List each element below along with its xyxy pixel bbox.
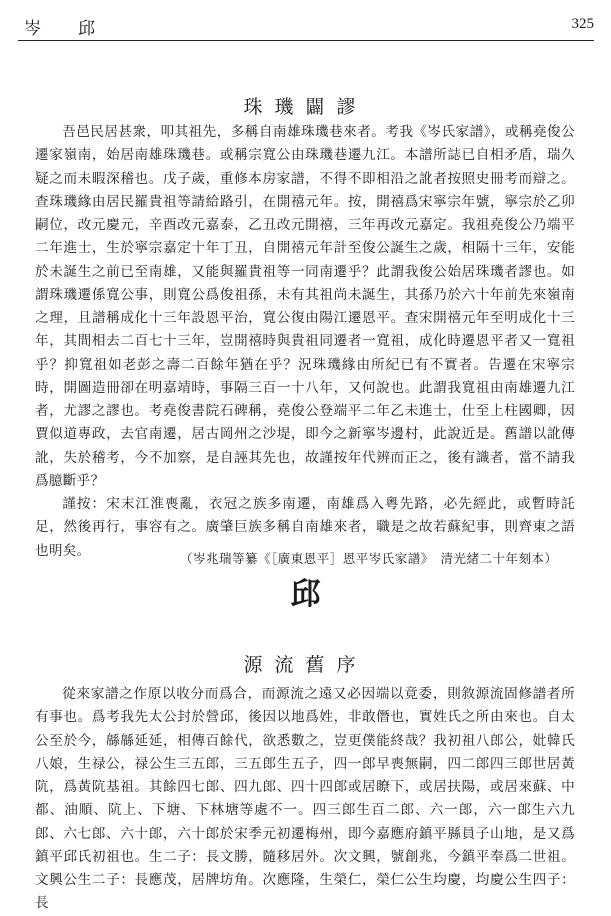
section-body-yuanliu <box>35 683 575 916</box>
running-head-title: 岑 邱 <box>24 19 105 39</box>
section-title-yuanliu: 源流舊序 <box>243 654 368 676</box>
section-title-zhuji: 珠璣闢謬 <box>243 96 368 118</box>
chapter-title: 邱 <box>290 577 321 612</box>
paragraph: 從來家譜之作原以收分而爲合，而源流之遠又必因端以竟委，則敘源流固修譜者所有事也。爲考我先太公封於營邱，後因以地爲姓，非敢僭也，實姓氏之所由來也。自太公至於今，緜緜延延，相傳百餘代，欲悉數之，豈更僕能終哉？我初祖八郎公，妣韓氏八娘，生禄公，禄公生三五郎，三五郎生五子，四一郎早喪無嗣，四二郎四三郎世居黃阬，爲黃阬基祖。其餘四七郎、四九郎、四十四郎或居瞭下，或居扶陽，或居來蘇、中都、油順、阬上、下塘、下林塘等處不一。四三郎生百二郎、六一郎，六一郎生六九郎、六七郎、六十郎，六十郎於宋季元初遷梅州，即今嘉應府鎮平縣員子山地，是又爲鎮平邱氏初祖也。生二子：長文勝，隨移居外。次文興，號創兆，今鎮平奉爲二世祖。文興公生二子：長應茂，居牌坊角。次應隆，生榮仁，榮仁公生均慶，均慶公生四子：長 <box>35 686 575 912</box>
source-citation: （岑兆瑞等纂《［廣東恩平］恩平岑氏家譜》 清光緒二十年刻本） <box>180 551 558 566</box>
section-body-zhuji <box>35 121 575 563</box>
header-rule <box>18 40 594 41</box>
paragraph: 謹按：宋末江淮喪亂，衣冠之族多南遷，南雄爲入粵先路，必先經此，或暫時託足，然後再行，事容有之。廣肇巨族多稱自南雄來者，職是之故若蘇紀事，則齊東之語也明矣。 <box>35 496 575 559</box>
paragraph: 吾邑民居甚衆，叩其祖先，多稱自南雄珠璣巷來者。考我《岑氏家譜》，或稱堯俊公遷家嶺南，始居南雄珠璣巷。或稱宗寬公由珠璣巷遷九江。本譜所誌已自相矛盾，瑞久疑之而未暇深稽也。戊子歲，重修本房家譜，不得不即相沿之訛者按照史冊考而辯之。查珠璣緣由居民羅貴祖等請給路引，在開禧元年。按，開禧爲宋寧宗年號，寧宗於乙卯嗣位，改元慶元，辛酉改元嘉泰，乙丑改元開禧，三年再改元嘉定。我祖堯俊公乃端平二年進士，生於寧宗嘉定十年丁丑，自開禧元年計至俊公誕生之歲，相隔十三年，安能於未誕生之前已至南雄，又能與羅貴祖等一同南遷乎？此謂我俊公始居珠璣者謬也。如謂珠璣遷係寬公事，則寬公爲俊祖孫，未有其祖尚未誕生，其孫乃於六十年前先來嶺南之理，且譜稱成化十三年設恩平治，寬公復由陽江遷恩平。查宋開禧元年至明成化十三年，其間相去二百七十三年，豈開禧時與貴祖同遷者一寬祖，成化時遷恩平者又一寬祖乎？抑寬祖如老彭之壽二百餘年猶在乎？況珠璣緣由所紀已有不實者。告遷在宋寧宗時，開圖造冊卻在明嘉靖時，事隔三百一十八年，又何說也。此謂我寬祖由南雄遷九江者，尤謬之謬也。考堯俊書院石碑稱，堯俊公登端平二年乙未進士，仕至上柱國卿，因賈似道專政，去官南遷，居古岡州之沙堤，即今之新寧岑邊村，此說近是。舊譜以訛傳訛，失於稽考，今不加察，是自誣其先也，故謹按年代辨而正之，後有識者，當不請我爲臆斷乎？ <box>35 124 575 489</box>
page-number: 325 <box>571 16 594 32</box>
running-header <box>18 14 594 38</box>
